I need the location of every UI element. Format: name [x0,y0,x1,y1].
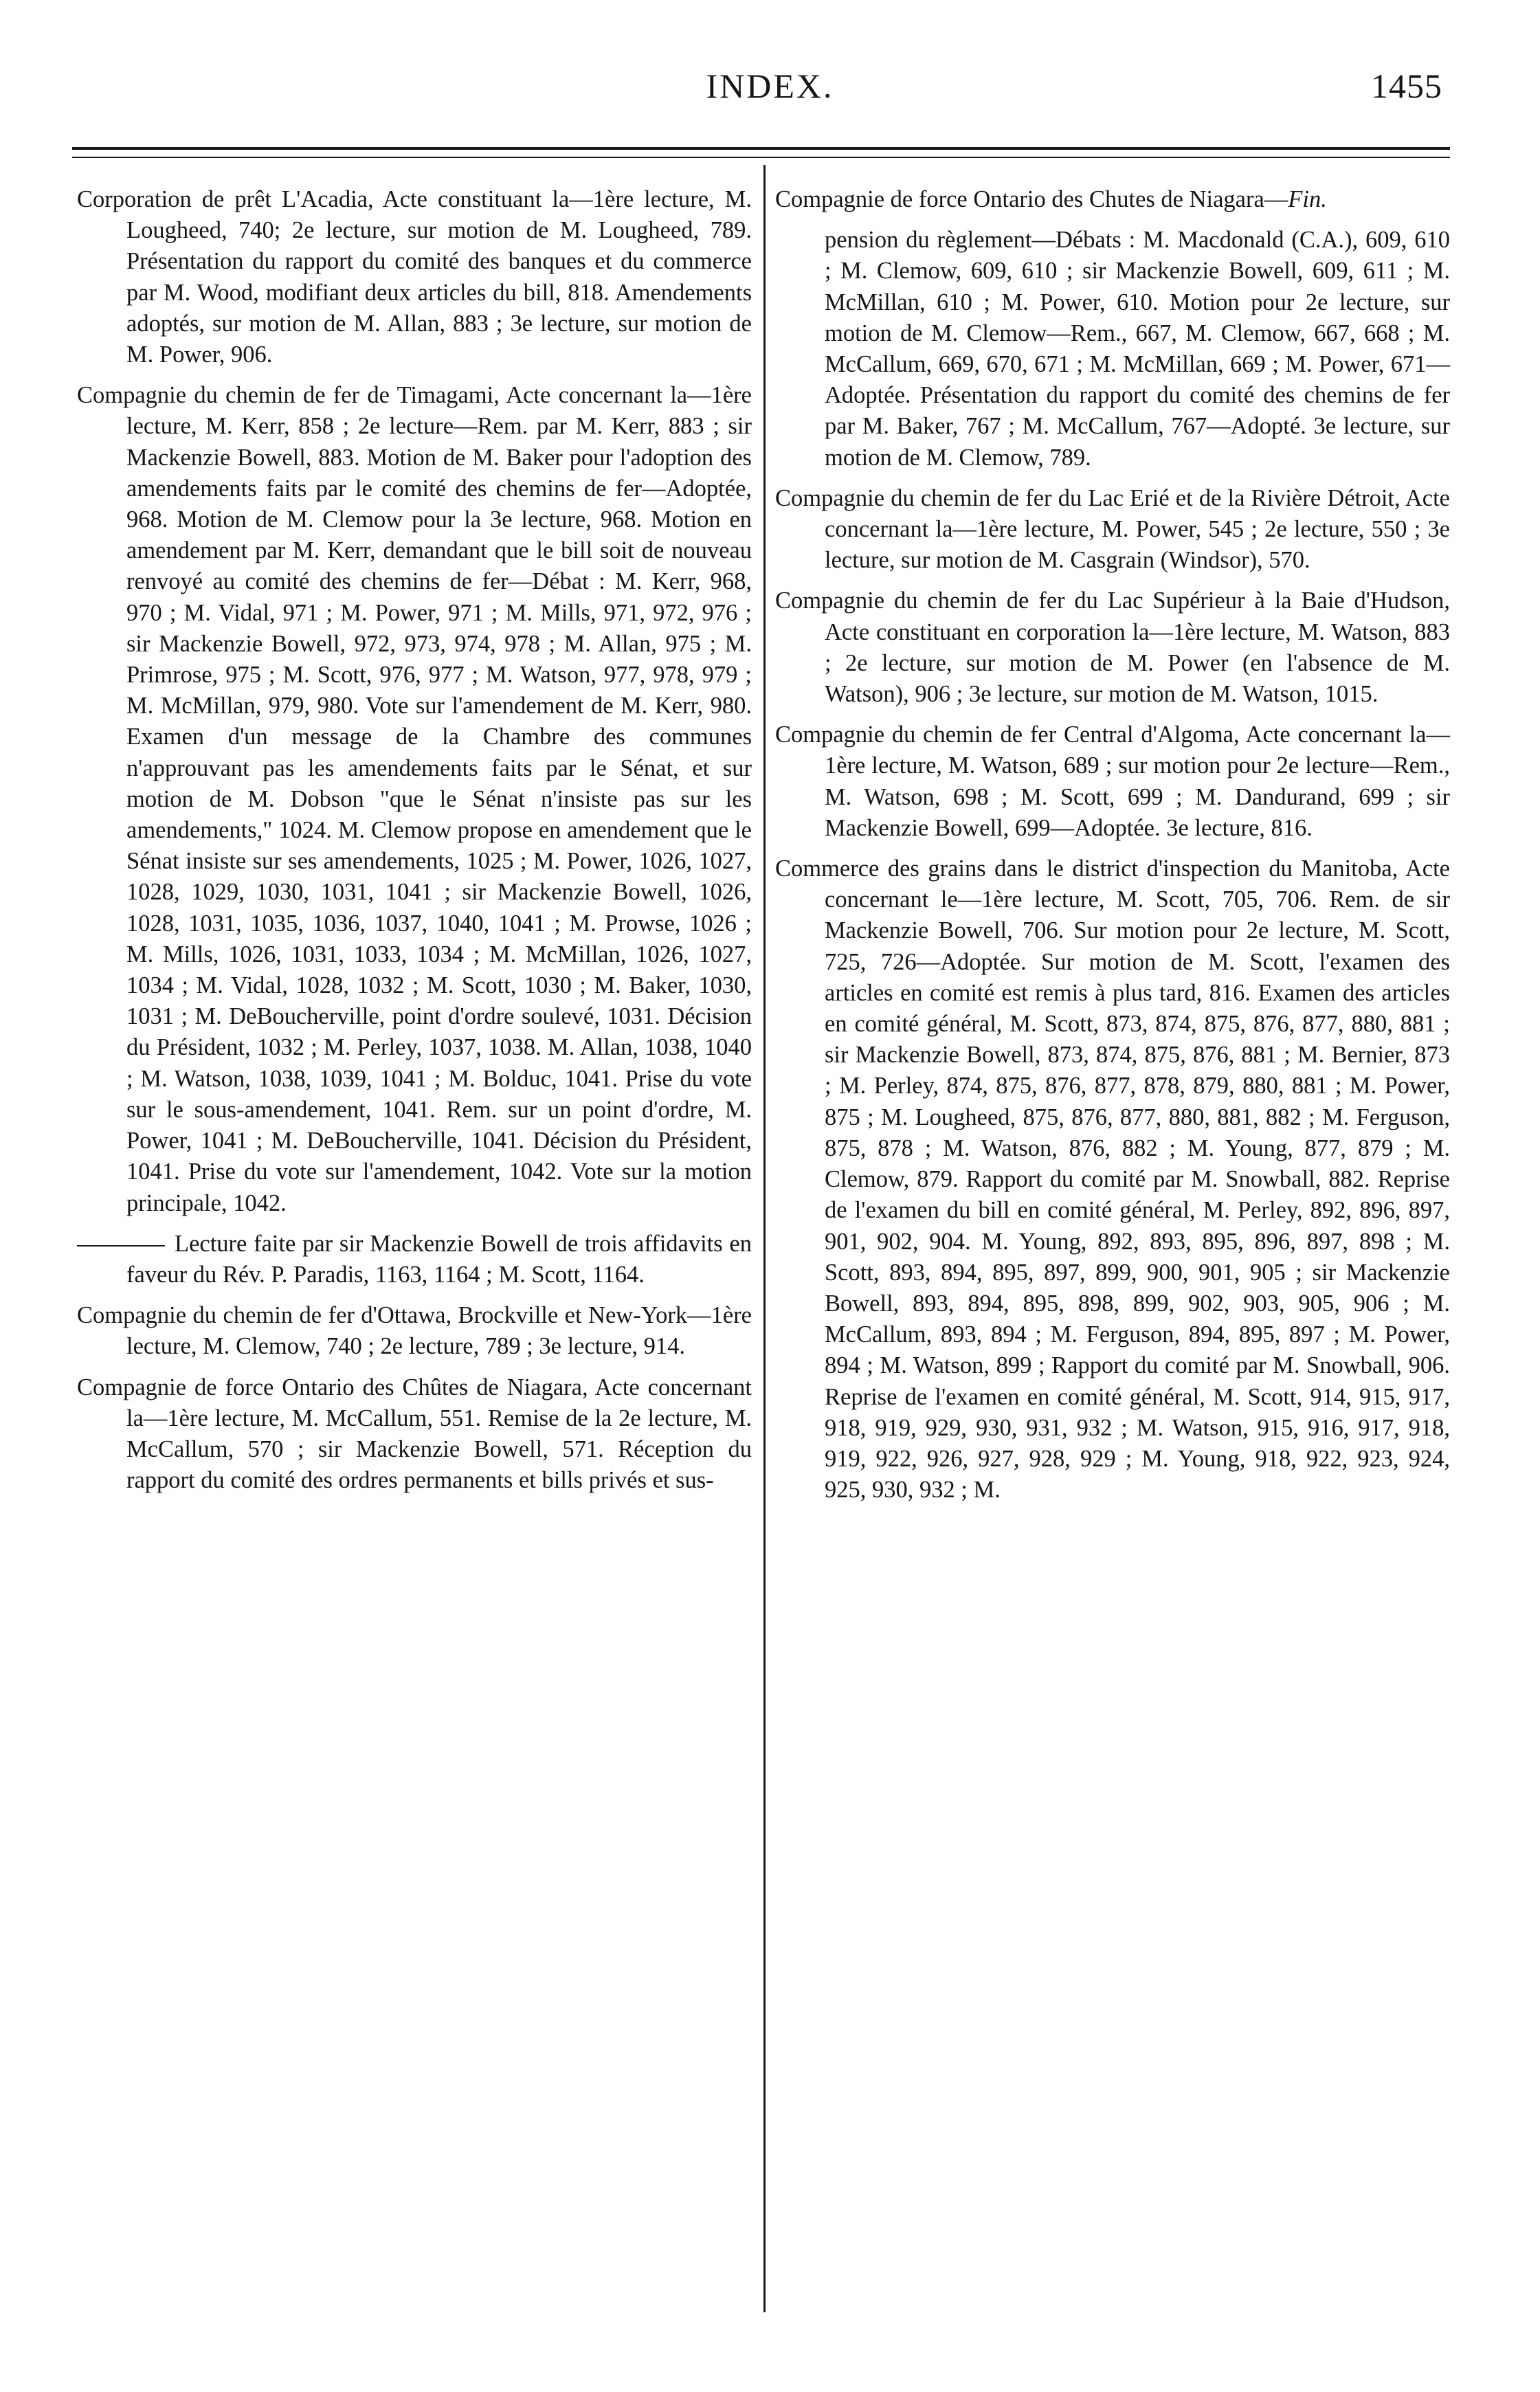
index-entry-commerce-grains-manitoba: Commerce des grains dans le district d'inspection du Manitoba, Acte concernant le—1ère lecture, M. Scott, 705, 706. Rem. de sir Mackenzie Bowell, 706. Sur motion pour 2e lecture, M. Scott, 725, 726—Adoptée. Sur motion de M. Scott, l'examen des articles en comité est remis à plus tard, 816. Examen des articles en comité général, M. Scott, 873, 874, 875, 876, 877, 880, 881 ; sir Mackenzie Bowell, 873, 874, 875, 876, 881 ; M. Bernier, 873 ; M. Perley, 874, 875, 876, 877, 878, 879, 880, 881 ; M. Power, 875 ; M. Lougheed, 875, 876, 877, 880, 881, 882 ; M. Ferguson, 875, 878 ; M. Watson, 876, 882 ; M. Young, 877, 879 ; M. Clemow, 879. Rapport du comité par M. Snowball, 882. Reprise de l'examen du bill en comité général, M. Perley, 892, 896, 897, 901, 902, 904. M. Young, 892, 893, 895, 896, 897, 898 ; M. Scott, 893, 894, 895, 897, 899, 900, 901, 905 ; sir Mackenzie Bowell, 893, 894, 895, 898, 899, 902, 903, 905, 906 ; M. McCallum, 893, 894 ; M. Ferguson, 894, 895, 897 ; M. Power, 894 ; M. Watson, 899 ; Rapport du comité par M. Snowball, 906. Reprise de l'examen en comité général, M. Scott, 914, 915, 917, 918, 919, 929, 930, 931, 932 ; M. Watson, 915, 916, 917, 918, 919, 922, 926, 927, 928, 929 ; M. Young, 918, 922, 923, 924, 925, 930, 932 ; M. [775,856,1450,1504]
page-title: INDEX. [706,67,834,105]
index-entry-central-algoma: Compagnie du chemin de fer Central d'Algoma, Acte concernant la—1ère lecture, M. Watson, 689 ; sur motion pour 2e lecture—Rem., M. Watson, 698 ; M. Scott, 699 ; M. Dandurand, 699 ; sir Mackenzie Bowell, 699—Adoptée. 3e lecture, 816. [775,722,1450,841]
index-entry-force-ontario-niagara: Compagnie de force Ontario des Chûtes de Niagara, Acte concernant la—1ère lecture, M. McCallum, 551. Remise de la 2e lecture, M. McCallum, 570 ; sir Mackenzie Bowell, 571. Réception du rapport du comité des ordres permanents et bills privés et sus- [77,1374,752,1494]
index-entry-chemin-fer-ottawa-brockville: Compagnie du chemin de fer d'Ottawa, Brockville et New-York—1ère lecture, M. Clemow, 740 ; 2e lecture, 789 ; 3e lecture, 914. [77,1302,752,1360]
em-dash-rule [77,1245,165,1247]
column-divider [763,165,766,2312]
left-column [77,184,752,1506]
continued-heading-text: Compagnie de force Ontario des Chutes de Niagara— [775,186,1288,212]
index-entry-chemin-fer-timagami: Compagnie du chemin de fer de Timagami, Acte concernant la—1ère lecture, M. Kerr, 858 ; 2e lecture—Rem. par M. Kerr, 883 ; sir Mackenzie Bowell, 883. Motion de M. Baker pour l'adoption des amendements faits par le comité des chemins de fer—Adoptée, 968. Motion de M. Clemow pour la 3e lecture, 968. Motion en amendement par M. Kerr, demandant que le bill soit de nouveau renvoyé au comité des chemins de fer—Débat : M. Kerr, 968, 970 ; M. Vidal, 971 ; M. Power, 971 ; M. Mills, 971, 972, 976 ; sir Mackenzie Bowell, 972, 973, 974, 978 ; M. Allan, 975 ; M. Primrose, 975 ; M. Scott, 976, 977 ; M. Watson, 977, 978, 979 ; M. McMillan, 979, 980. Vote sur l'amendement de M. Kerr, 980. Examen d'un message de la Chambre des communes n'approuvant pas les amendements faits par le Sénat, et sur motion de M. Dobson "que le Sénat n'insiste pas sur les amendements," 1024. M. Clemow propose en amendement que le Sénat insiste sur ses amendements, 1025 ; M. Power, 1026, 1027, 1028, 1029, 1030, 1031, 1041 ; sir Mackenzie Bowell, 1026, 1028, 1031, 1035, 1036, 1037, 1040, 1041 ; M. Prowse, 1026 ; M. Mills, 1026, 1031, 1033, 1034 ; M. McMillan, 1026, 1027, 1034 ; M. Vidal, 1028, 1032 ; M. Scott, 1030 ; M. Baker, 1030, 1031 ; M. DeBoucherville, point d'ordre soulevé, 1031. Décision du Président, 1032 ; M. Perley, 1037, 1038. M. Allan, 1038, 1040 ; M. Watson, 1038, 1039, 1041 ; M. Bolduc, 1041. Prise du vote sur le sous-amendement, 1041. Rem. sur un point d'ordre, M. Power, 1041 ; M. DeBoucherville, 1041. Décision du Président, 1041. Prise du vote sur l'amendement, 1042. Vote sur la motion principale, 1042. [77,382,752,1216]
index-entry-lac-superieur-baie-hudson: Compagnie du chemin de fer du Lac Supérieur à la Baie d'Hudson, Acte constituant en corporation la—1ère lecture, M. Watson, 883 ; 2e lecture, sur motion de M. Power (en l'absence de M. Watson), 906 ; 3e lecture, sur motion de M. Watson, 1015. [775,588,1450,708]
header-rule-thick [72,147,1450,150]
index-entry-continued-heading [775,184,1450,215]
index-entry-continued-text: pension du règlement—Débats : M. Macdonald (C.A.), 609, 610 ; M. Clemow, 609, 610 ; sir Mackenzie Bowell, 609, 611 ; M. McMillan, 610 ; M. Power, 610. Motion pour 2e lecture, sur motion de M. Clemow—Rem., 667, M. Clemow, 667, 668 ; M. McCallum, 669, 670, 671 ; M. McMillan, 669 ; M. Power, 671—Adoptée. Présentation du rapport du comité des chemins de fer par M. Baker, 767 ; M. McCallum, 767—Adopté. 3e lecture, sur motion de M. Clemow, 789. [825,227,1450,471]
page-number: 1455 [1371,67,1442,105]
header-rule-thin [72,157,1450,158]
subentry-text: Lecture faite par sir Mackenzie Bowell de trois affidavits en faveur du Rév. P. Paradis, 1163, 1164 ; M. Scott, 1164. [126,1230,752,1288]
index-entry-corporation-pret-acadia: Corporation de prêt L'Acadia, Acte constituant la—1ère lecture, M. Lougheed, 740; 2e lecture, sur motion de M. Lougheed, 789. Présentation du rapport du comité des banques et du commerce par M. Wood, modifiant deux articles du bill, 818. Amendements adoptés, sur motion de M. Allan, 883 ; 3e lecture, sur motion de M. Power, 906. [77,186,752,368]
continued-heading-fin: Fin. [1288,186,1327,212]
index-subentry-affidavits [77,1229,752,1290]
index-entry-lac-erie-riviere-detroit: Compagnie du chemin de fer du Lac Erié et de la Rivière Détroit, Acte concernant la—1ère lecture, M. Power, 545 ; 2e lecture, 550 ; 3e lecture, sur motion de M. Casgrain (Windsor), 570. [775,484,1450,574]
right-column [775,184,1450,1515]
